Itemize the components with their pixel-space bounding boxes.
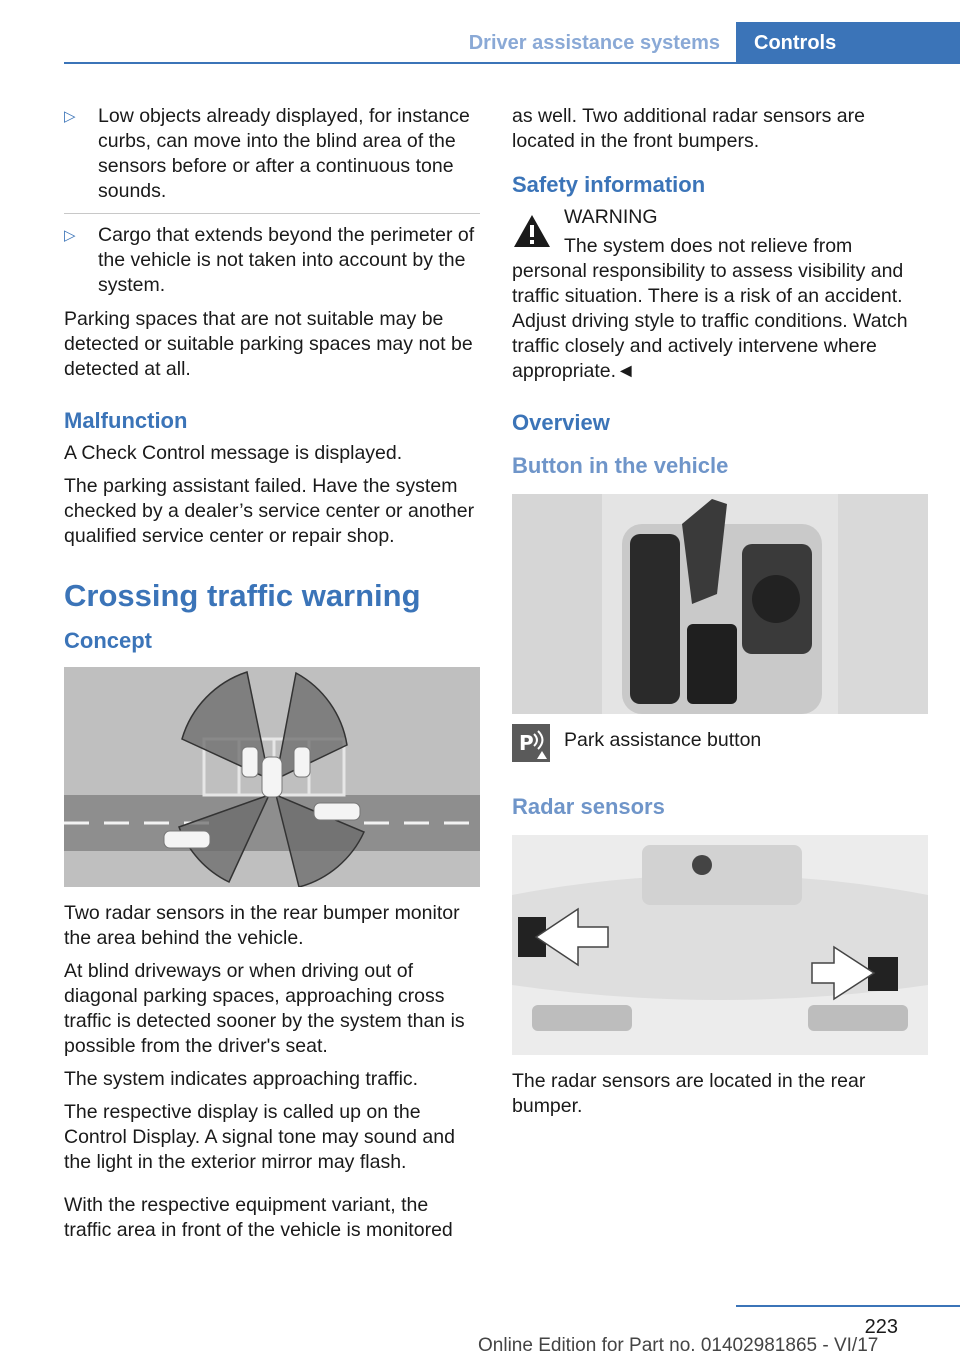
heading-concept: Concept	[64, 628, 152, 653]
right-column	[512, 104, 928, 1127]
heading-button-in-vehicle: Button in the vehicle	[512, 453, 729, 478]
triangle-bullet-icon: ▷	[64, 227, 76, 244]
header-tab-controls[interactable]: Controls	[736, 22, 960, 64]
rear-bumper-photo	[512, 835, 928, 1055]
bullet-item: ▷ Low objects already displayed, for instance curbs, can move into the blind area of the sensors before or after a continuous tone sounds.	[64, 104, 480, 214]
paragraph: The parking assistant failed. Have the system checked by a dealer’s service center or another qualified service center or repair shop.	[64, 475, 475, 547]
warning-text: The system does not relieve from personal responsibility to assess visibility and traffic situation. There is a risk of an accident. Adjust driving style to traffic conditions. Watch traffic closely and actively intervene where appropriate.◄	[512, 235, 908, 382]
paragraph: Parking spaces that are not suitable may be detected or suitable parking spaces may not be detected at all.	[64, 308, 473, 380]
heading-overview: Overview	[512, 410, 610, 435]
warning-triangle-icon	[512, 213, 552, 249]
paragraph: Two radar sensors in the rear bumper monitor the area behind the vehicle.	[64, 902, 460, 949]
page-number: 223	[864, 1316, 898, 1338]
header-section-title: Driver assistance systems	[468, 32, 720, 54]
paragraph: The respective display is called up on the Control Display. A signal tone may sound and the light in the exterior mirror may flash.	[64, 1101, 455, 1173]
heading-malfunction: Malfunction	[64, 408, 188, 433]
warning-block	[512, 205, 928, 230]
paragraph: With the respective equipment variant, the traffic area in front of the vehicle is monitored	[64, 1194, 453, 1241]
rear-bumper-svg	[512, 835, 928, 1055]
park-assistance-caption: Park assistance button	[564, 729, 762, 751]
warning-title: WARNING	[564, 206, 658, 228]
paragraph: The system indicates approaching traffic.	[64, 1068, 419, 1090]
crossing-traffic-diagram	[64, 667, 480, 887]
center-console-svg	[512, 494, 928, 714]
paragraph: At blind driveways or when driving out of diagonal parking spaces, approaching cross traffic is detected sooner by the system than is possible from the driver's seat.	[64, 960, 465, 1057]
paragraph: as well. Two additional radar sensors are located in the front bumpers.	[512, 105, 865, 152]
center-console-photo	[512, 494, 928, 714]
header-rule	[64, 62, 960, 64]
triangle-bullet-icon: ▷	[64, 108, 76, 125]
svg-text:P: P	[519, 731, 534, 755]
paragraph: The radar sensors are located in the rear bumper.	[512, 1070, 866, 1117]
chapter-title: Crossing traffic warning	[64, 578, 421, 613]
bullet-item: ▷ Cargo that extends beyond the perimeter of the vehicle is not taken into account by the system.	[64, 224, 475, 296]
crossing-traffic-diagram-svg	[64, 667, 480, 887]
park-assist-row	[512, 728, 928, 768]
paragraph: A Check Control message is displayed.	[64, 442, 403, 464]
park-assistance-button-icon[interactable]	[512, 724, 550, 762]
heading-radar-sensors: Radar sensors	[512, 794, 665, 819]
footer-rule	[736, 1305, 960, 1307]
edition-footer: Online Edition for Part no. 01402981865 - VI/17	[478, 1335, 879, 1356]
heading-safety-information: Safety information	[512, 172, 706, 197]
left-column	[64, 104, 480, 1251]
